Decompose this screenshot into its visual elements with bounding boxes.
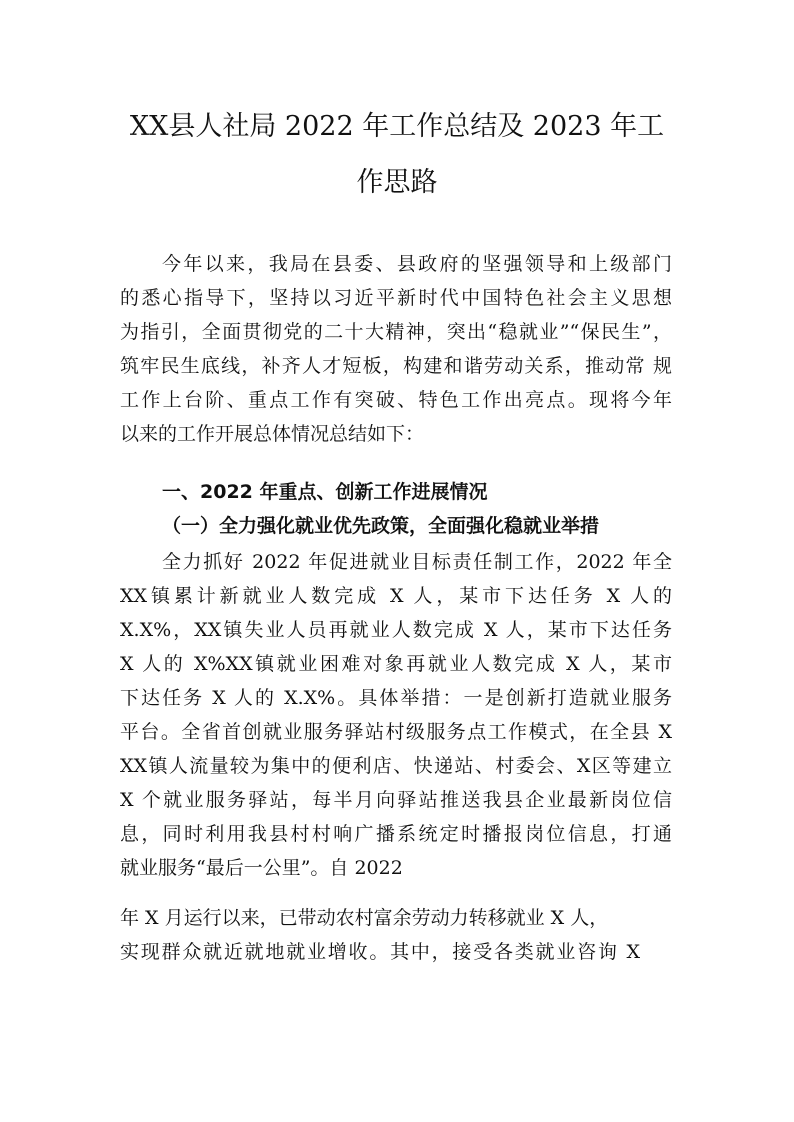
intro-paragraph-line: 的悉心指导下，坚持以习近平新时代中国特色社会主义思想 [120, 287, 672, 309]
body-paragraph-line: X 个就业服务驿站，每半月向驿站推送我县企业最新岗位信 [120, 789, 672, 811]
subsection-heading: （一）全力强化就业优先政策，全面强化稳就业举措 [162, 515, 600, 537]
body-paragraph-line: X 人的 X%XX镇就业困难对象再就业人数完成 X 人，某市 [120, 653, 672, 675]
body-paragraph-line: 就业服务“最后一公里”。自 2022 [120, 857, 403, 879]
body-paragraph-line: X.X%，XX镇失业人员再就业人数完成 X 人，某市下达任务 [120, 619, 672, 641]
intro-paragraph-line: 为指引，全面贯彻党的二十大精神，突出“稳就业”“保民生”， [120, 321, 672, 343]
intro-paragraph-line: 筑牢民生底线，补齐人才短板，构建和谐劳动关系，推动常 规 [120, 355, 672, 377]
intro-paragraph-line: 工作上台阶、重点工作有突破、特色工作出亮点。现将今年 [120, 389, 672, 411]
body-paragraph-line: 实现群众就近就地就业增收。其中，接受各类就业咨询 X [120, 941, 640, 963]
body-paragraph-line: XX镇累计新就业人数完成 X 人，某市下达任务 X 人的 [120, 585, 672, 607]
body-paragraph-line: 年 X 月运行以来，已带动农村富余劳动力转移就业 X 人， [120, 907, 609, 929]
document-title-line-2: 作思路 [356, 167, 438, 198]
intro-paragraph-line: 今年以来，我局在县委、县政府的坚强领导和上级部门 [162, 253, 672, 275]
document-title-line-1: XX县人社局 2022 年工作总结及 2023 年工 [129, 111, 665, 142]
intro-paragraph-line: 以来的工作开展总体情况总结如下： [120, 423, 425, 445]
body-paragraph-line: XX镇人流量较为集中的便利店、快递站、村委会、X区等建立 [120, 755, 672, 777]
body-paragraph-line: 平台。全省首创就业服务驿站村级服务点工作模式，在全县 X [120, 721, 672, 743]
body-paragraph-line: 下达任务 X 人的 X.X%。具体举措：一是创新打造就业服务 [120, 687, 672, 709]
section-heading: 一、2022 年重点、创新工作进展情况 [162, 481, 488, 503]
body-paragraph-line: 息，同时利用我县村村响广播系统定时播报岗位信息，打通 [120, 823, 672, 845]
body-paragraph-line: 全力抓好 2022 年促进就业目标责任制工作，2022 年全 [162, 551, 672, 573]
